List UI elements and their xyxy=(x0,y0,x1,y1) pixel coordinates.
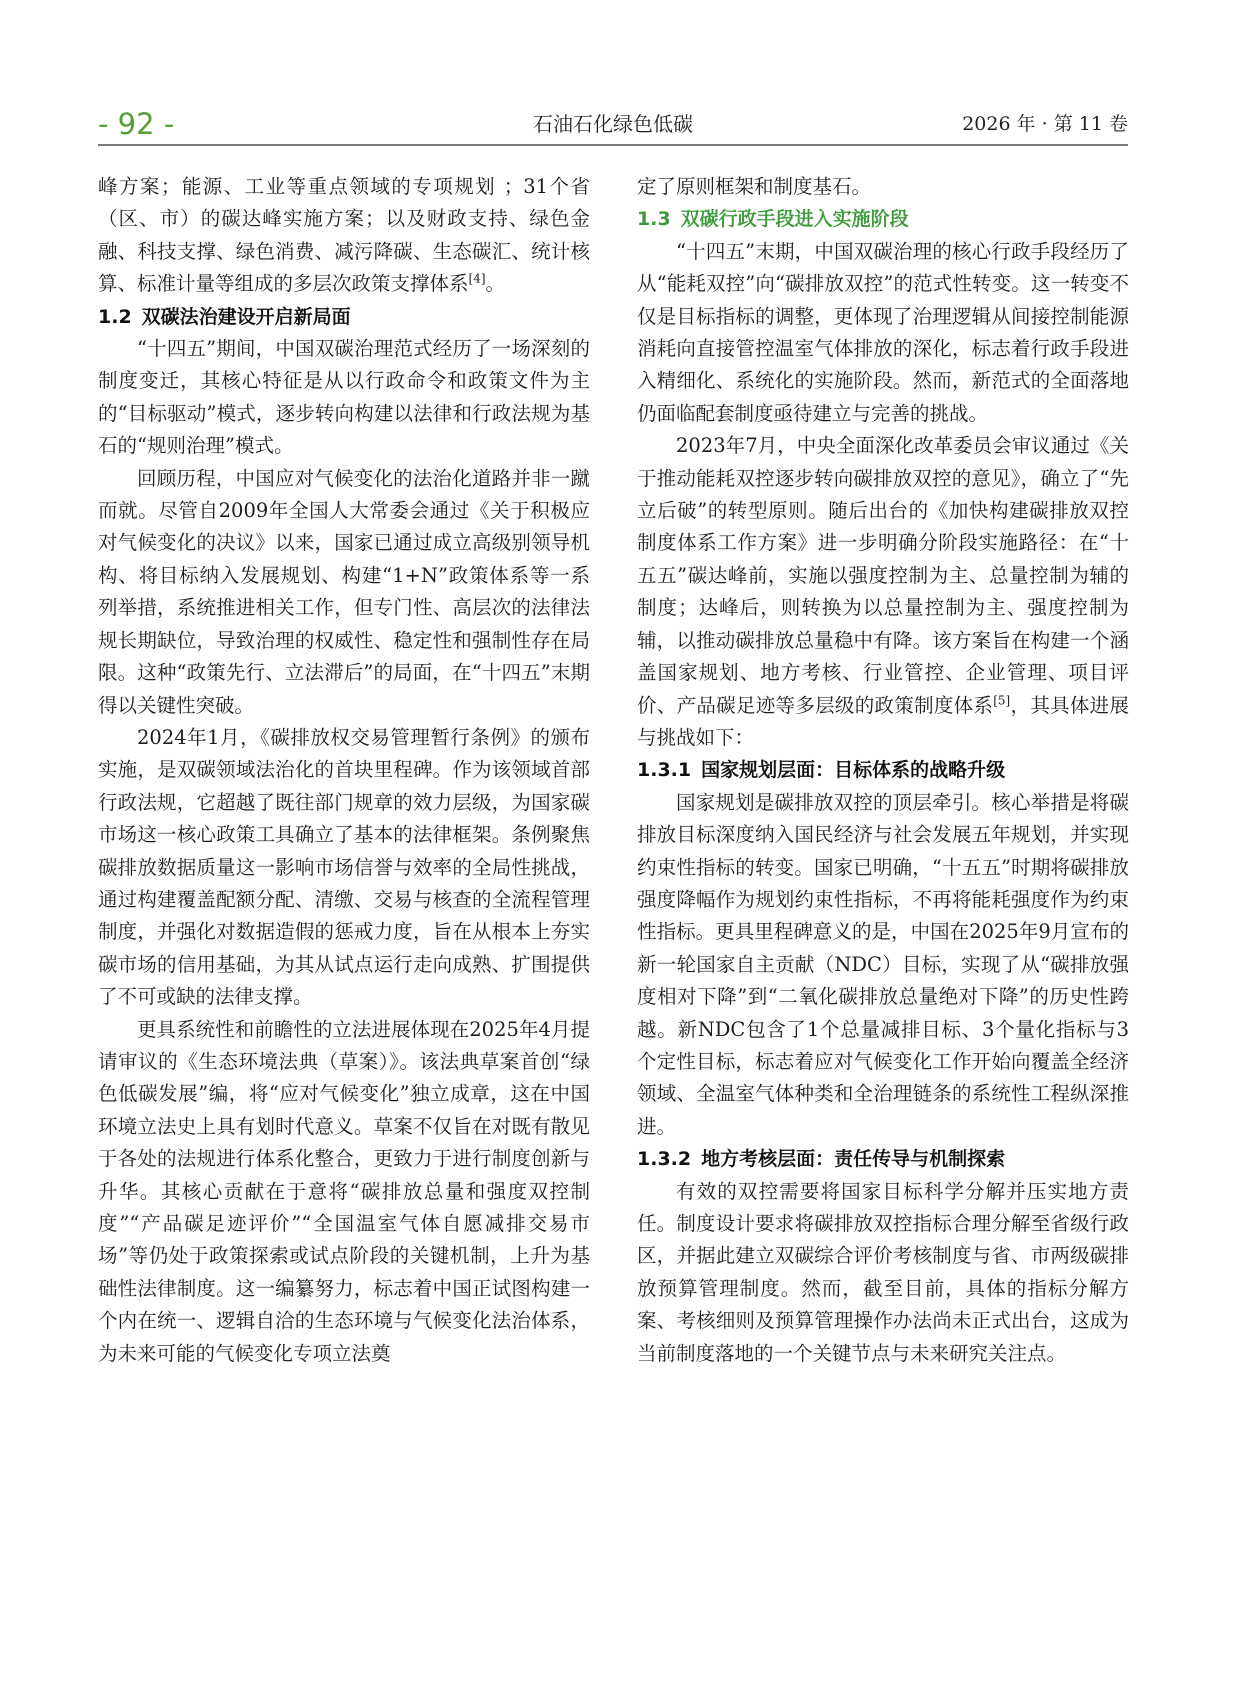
citation[interactable]: [4] xyxy=(468,271,486,286)
page-number: - 92 - xyxy=(98,107,175,141)
section-number: 1.3.1 xyxy=(637,759,692,782)
section-title: 双碳法治建设开启新局面 xyxy=(141,305,351,328)
paragraph: 有效的双控需要将国家目标科学分解并压实地方责任。制度设计要求将碳排放双控指标合理分解至省级行政区，并据此建立双碳综合评价考核制度与省、市两级碳排放预算管理制度。然而，截至目前，具体的指标分解方案、考核细则及预算管理操作办法尚未正式出台，这成为当前制度落地的一个关键节点与未来研究关注点。 xyxy=(637,1179,1129,1365)
right-column xyxy=(637,171,1129,1370)
journal-title: 石油石化绿色低碳 xyxy=(533,112,693,136)
issue-info: 2026 年 · 第 11 卷 xyxy=(962,113,1128,135)
section-heading-1-3-2 xyxy=(637,1143,1129,1175)
paragraph-text: ，其具体进展与挑战如下： xyxy=(637,693,1129,749)
section-heading-1-3 xyxy=(637,203,1129,235)
paragraph-text: 2023年7月，中央全面深化改革委员会审议通过《关于推动能耗双控逐步转向碳排放双控的意见》，确立了“先立后破”的转型原则。随后出台的《加快构建碳排放双控制度体系工作方案》进一步明确分阶段实施路径：在“十五五”碳达峰前，实施以强度控制为主、总量控制为辅的制度；达峰后，则转换为以总量控制为主、强度控制为辅，以推动碳排放总量稳中有降。该方案旨在构建一个涵盖国家规划、地方考核、行业管控、企业管理、项目评价、产品碳足迹等多层级的政策制度体系 xyxy=(637,434,1129,717)
citation[interactable]: [5] xyxy=(993,693,1011,707)
paragraph xyxy=(98,171,590,301)
paragraph-text: 。 xyxy=(485,272,506,296)
section-number: 1.3.2 xyxy=(637,1148,692,1171)
section-number: 1.2 xyxy=(98,305,132,328)
paragraph: 定了原则框架和制度基石。 xyxy=(637,175,872,198)
paragraph: 国家规划是碳排放双控的顶层牵引。核心举措是将碳排放目标深度纳入国民经济与社会发展五年规划，并实现约束性指标的转变。国家已明确，“十五五”时期将碳排放强度降幅作为规划约束性指标，不再将能耗强度作为约束性指标。更具里程碑意义的是，中国在2025年9月宣布的新一轮国家自主贡献（NDC）目标，实现了从“碳排放强度相对下降”到“二氧化碳排放总量绝对下降”的历史性跨越。新NDC包含了1个总量减排目标、3个量化指标与3个定性目标，标志着应对气候变化工作开始向覆盖全经济领域、全温室气体种类和全治理链条的系统性工程纵深推进。 xyxy=(637,790,1129,1138)
section-heading-1-3-1 xyxy=(637,754,1129,786)
section-title: 国家规划层面：目标体系的战略升级 xyxy=(701,759,1006,782)
section-title: 双碳行政手段进入实施阶段 xyxy=(680,208,909,231)
paragraph: 2024年1月，《碳排放权交易管理暂行条例》的颁布实施，是双碳领域法治化的首块里程碑。作为该领域首部行政法规，它超越了既往部门规章的效力层级，为国家碳市场这一核心政策工具确立了基本的法律框架。条例聚焦碳排放数据质量这一影响市场信誉与效率的全局性挑战，通过构建覆盖配额分配、清缴、交易与核查的全流程管理制度，并强化对数据造假的惩戒力度，旨在从根本上夯实碳市场的信用基础，为其从试点运行走向成熟、扩围提供了不可或缺的法律支撑。 xyxy=(98,725,590,1009)
paragraph: 回顾历程，中国应对气候变化的法治化道路并非一蹴而就。尽管自2009年全国人大常委会通过《关于积极应对气候变化的决议》以来，国家已通过成立高级别领导机构、将目标纳入发展规划、构建“1+N”政策体系等一系列举措，系统推进相关工作，但专门性、高层次的法律法规长期缺位，导致治理的权威性、稳定性和强制性存在局限。这种“政策先行、立法滞后”的局面，在“十四五”末期得以关键性突破。 xyxy=(98,466,590,717)
section-heading-1-2 xyxy=(98,301,590,333)
paragraph: “十四五”期间，中国双碳治理范式经历了一场深刻的制度变迁，其核心特征是从以行政命令和政策文件为主的“目标驱动”模式，逐步转向构建以法律和行政法规为基石的“规则治理”模式。 xyxy=(98,337,590,458)
section-number: 1.3 xyxy=(637,208,671,231)
header-rule xyxy=(98,144,1128,146)
paragraph-text: 峰方案；能源、工业等重点领域的专项规划 ；31个省 （区、市）的碳达峰实施方案；以及财政支持、绿色金融、科技支撑、绿色消费、减污降碳、生态碳汇、统计核算、标准计量等组成的多层次政策支撑体系 xyxy=(98,175,590,296)
paragraph: 更具系统性和前瞻性的立法进展体现在2025年4月提请审议的《生态环境法典（草案）》。该法典草案首创“绿色低碳发展”编，将“应对气候变化”独立成章，这在中国环境立法史上具有划时代意义。草案不仅旨在对既有散见于各处的法规进行体系化整合，更致力于进行制度创新与升华。其核心贡献在于意将“碳排放总量和强度双控制度”“产品碳足迹评价”“全国温室气体自愿减排交易市场”等仍处于政策探索或试点阶段的关键机制，上升为基础性法律制度。这一编纂努力，标志着中国正试图构建一个内在统一、逻辑自洽的生态环境与气候变化法治体系，为未来可能的气候变化专项立法奠 xyxy=(98,1017,590,1365)
paragraph xyxy=(637,430,1129,754)
left-column xyxy=(98,171,590,1370)
section-title: 地方考核层面：责任传导与机制探索 xyxy=(701,1148,1006,1171)
page-header xyxy=(98,104,1128,144)
paragraph: “十四五”末期，中国双碳治理的核心行政手段经历了从“能耗双控”向“碳排放双控”的范式性转变。这一转变不仅是目标指标的调整，更体现了治理逻辑从间接控制能源消耗向直接管控温室气体排放的深化，标志着行政手段进入精细化、系统化的实施阶段。然而，新范式的全面落地仍面临配套制度亟待建立与完善的挑战。 xyxy=(637,239,1129,425)
